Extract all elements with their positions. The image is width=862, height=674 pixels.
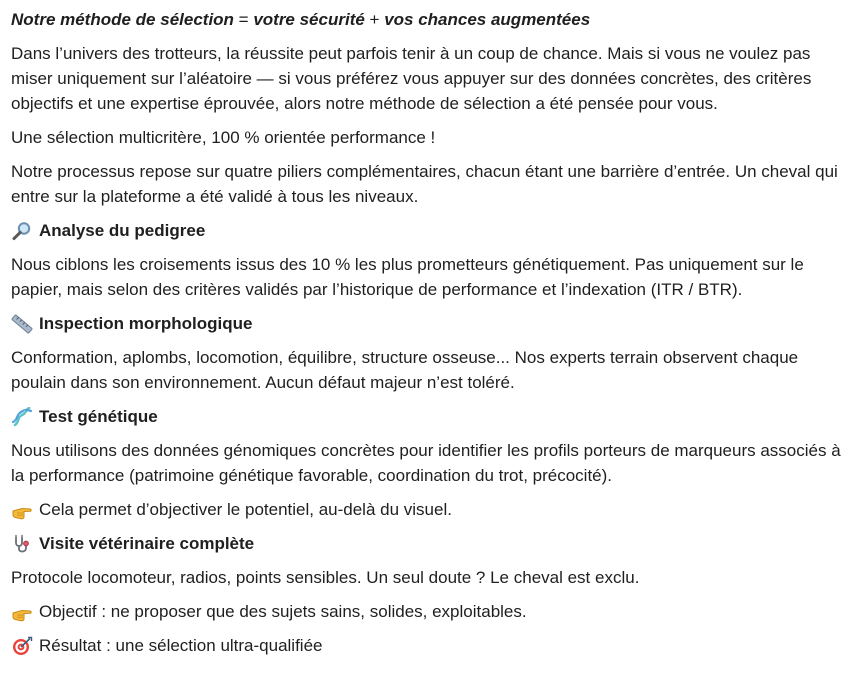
section-title: Analyse du pedigree <box>39 221 206 240</box>
note-line <box>11 497 854 522</box>
pointing-hand-icon <box>11 602 33 622</box>
note-text: Objectif : ne proposer que des sujets sains, solides, exploitables. <box>39 602 527 621</box>
result-line <box>11 633 854 658</box>
section-heading-morphology <box>11 311 854 336</box>
stethoscope-icon <box>11 534 33 554</box>
pointing-hand-icon <box>11 500 33 520</box>
section-body: Conformation, aplombs, locomotion, équilibre, structure osseuse... Nos experts terrain observent chaque poulain dans son environnement. Aucun défaut majeur n’est toléré. <box>11 348 799 392</box>
section-title: Inspection morphologique <box>39 314 253 333</box>
tagline-paragraph: Une sélection multicritère, 100 % orientée performance ! <box>11 128 436 147</box>
section-title: Visite vétérinaire complète <box>39 534 255 553</box>
ruler-icon <box>11 314 33 334</box>
intro-paragraph: Dans l’univers des trotteurs, la réussite peut parfois tenir à un coup de chance. Mais si vous ne voulez pas miser uniquement sur l’aléatoire — si vous préférez vous appuyer sur des données concrètes, des critères objectifs et une expertise éprouvée, alors notre méthode de sélection a été pensée pour vous. <box>11 44 812 113</box>
section-heading-pedigree <box>11 218 854 243</box>
section-heading-vet-visit <box>11 531 854 556</box>
process-paragraph: Notre processus repose sur quatre piliers complémentaires, chacun étant une barrière d’entrée. Un cheval qui entre sur la plateforme a été validé à tous les niveaux. <box>11 162 838 206</box>
title-plus: + <box>364 10 385 29</box>
target-icon <box>11 636 33 656</box>
result-text: Résultat : une sélection ultra-qualifiée <box>39 636 323 655</box>
title-part-2: votre sécurité <box>253 10 365 29</box>
section-body: Protocole locomoteur, radios, points sensibles. Un seul doute ? Le cheval est exclu. <box>11 568 640 587</box>
magnifying-glass-icon <box>11 221 33 241</box>
title-part-3: vos chances augmentées <box>384 10 591 29</box>
section-body: Nous ciblons les croisements issus des 10 % les plus prometteurs génétiquement. Pas uniquement sur le papier, mais selon des critères validés par l’historique de performance et l’indexation (ITR / BTR). <box>11 255 804 299</box>
title-equals: = <box>233 10 254 29</box>
section-body: Nous utilisons des données génomiques concrètes pour identifier les profils porteurs de marqueurs associés à la performance (patrimoine génétique favorable, coordination du trot, précocité). <box>11 441 841 485</box>
section-heading-genetic-test <box>11 404 854 429</box>
dna-icon <box>11 407 33 427</box>
page-title <box>11 7 854 32</box>
note-line <box>11 599 854 624</box>
section-title: Test génétique <box>39 407 158 426</box>
note-text: Cela permet d’objectiver le potentiel, au-delà du visuel. <box>39 500 452 519</box>
title-part-1: Notre méthode de sélection <box>11 10 234 29</box>
